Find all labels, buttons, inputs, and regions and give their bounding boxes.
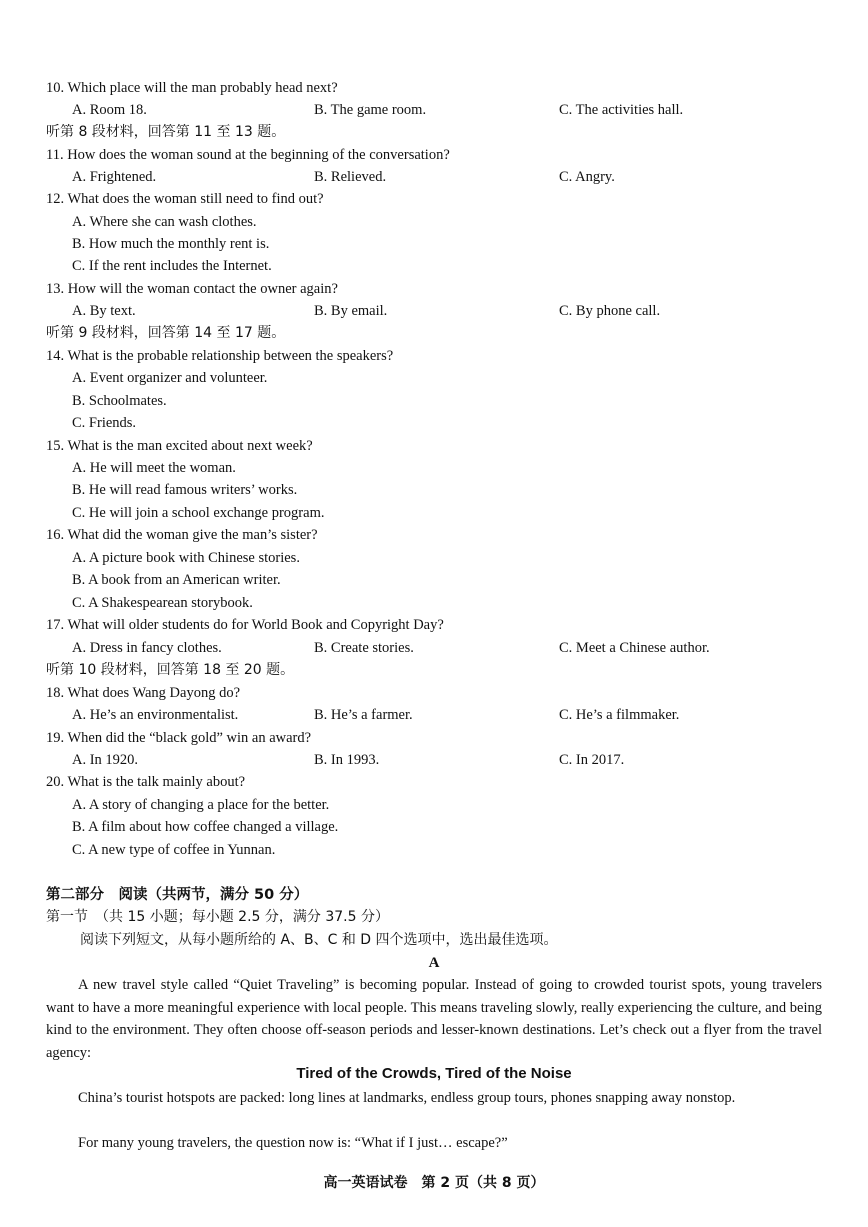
question-11-stem: 11. How does the woman sound at the beginning of the conversation? bbox=[46, 147, 450, 163]
page-footer: 高一英语试卷 第 2 页（共 8 页） bbox=[323, 1175, 545, 1191]
question-19-option-c: C. In 2017. bbox=[559, 752, 625, 768]
question-18-option-c: C. He’s a filmmaker. bbox=[559, 707, 680, 723]
question-10-option-c: C. The activities hall. bbox=[559, 102, 684, 118]
question-12-option-c: C. If the rent includes the Internet. bbox=[72, 258, 272, 274]
flyer-paragraph-1: China’s tourist hotspots are packed: long lines at landmarks, endless group tours, phones snapping away nonstop. bbox=[78, 1090, 736, 1106]
flyer-title: Tired of the Crowds, Tired of the Noise bbox=[296, 1065, 572, 1082]
question-14-option-a: A. Event organizer and volunteer. bbox=[72, 370, 268, 386]
question-15-stem: 15. What is the man excited about next week? bbox=[46, 438, 313, 454]
section-one-title: 第一节 （共 15 小题；每小题 2.5 分，满分 37.5 分） bbox=[46, 909, 389, 925]
question-11-option-b: B. Relieved. bbox=[314, 169, 387, 185]
question-12-option-a: A. Where she can wash clothes. bbox=[72, 214, 257, 230]
question-20-stem: 20. What is the talk mainly about? bbox=[46, 774, 246, 790]
question-17-stem: 17. What will older students do for World Book and Copyright Day? bbox=[46, 617, 444, 633]
part-two-title: 第二部分 阅读（共两节，满分 50 分） bbox=[46, 887, 309, 903]
question-13-option-a: A. By text. bbox=[72, 303, 136, 319]
question-20-option-c: C. A new type of coffee in Yunnan. bbox=[72, 842, 276, 858]
question-13-option-b: B. By email. bbox=[314, 303, 388, 319]
question-11-option-a: A. Frightened. bbox=[72, 169, 157, 185]
question-16-option-a: A. A picture book with Chinese stories. bbox=[72, 550, 300, 566]
flyer-paragraph-2: For many young travelers, the question now is: “What if I just… escape?” bbox=[78, 1135, 508, 1151]
question-18-option-a: A. He’s an environmentalist. bbox=[72, 707, 239, 723]
question-13-option-c: C. By phone call. bbox=[559, 303, 661, 319]
question-10-stem: 10. Which place will the man probably head next? bbox=[46, 80, 338, 96]
question-15-option-c: C. He will join a school exchange program. bbox=[72, 505, 325, 521]
question-16-option-c: C. A Shakespearean storybook. bbox=[72, 595, 253, 611]
passage-intro: A new travel style called “Quiet Traveling” is becoming popular. Instead of going to crowded tourist spots, young travelers want to have a more meaningful experience with local people. This means traveling slowly, really experiencing the culture, and being kind to the environment. They often choose off-season periods and lesser-known destinations. Let’s check out a flyer from the travel agency: bbox=[46, 977, 822, 1061]
passage-label: A bbox=[428, 955, 440, 971]
question-19-stem: 19. When did the “black gold” win an award? bbox=[46, 730, 312, 746]
section-8-instruction: 听第 8 段材料，回答第 11 至 13 题。 bbox=[46, 124, 286, 140]
question-16-stem: 16. What did the woman give the man’s sister? bbox=[46, 527, 318, 543]
question-17-option-a: A. Dress in fancy clothes. bbox=[72, 640, 222, 656]
question-10-option-b: B. The game room. bbox=[314, 102, 427, 118]
section-10-instruction: 听第 10 段材料，回答第 18 至 20 题。 bbox=[46, 662, 295, 678]
question-17-option-c: C. Meet a Chinese author. bbox=[559, 640, 710, 656]
question-19-option-b: B. In 1993. bbox=[314, 752, 380, 768]
question-17-option-b: B. Create stories. bbox=[314, 640, 414, 656]
reading-instruction: 阅读下列短文，从每小题所给的 A、B、C 和 D 四个选项中，选出最佳选项。 bbox=[80, 932, 558, 948]
question-10-option-a: A. Room 18. bbox=[72, 102, 147, 118]
question-18-stem: 18. What does Wang Dayong do? bbox=[46, 685, 241, 701]
question-12-option-b: B. How much the monthly rent is. bbox=[72, 236, 270, 252]
question-15-option-b: B. He will read famous writers’ works. bbox=[72, 482, 298, 498]
question-16-option-b: B. A book from an American writer. bbox=[72, 572, 281, 588]
question-20-option-a: A. A story of changing a place for the better. bbox=[72, 797, 330, 813]
question-14-stem: 14. What is the probable relationship between the speakers? bbox=[46, 348, 394, 364]
question-20-option-b: B. A film about how coffee changed a village. bbox=[72, 819, 339, 835]
question-14-option-b: B. Schoolmates. bbox=[72, 393, 167, 409]
section-9-instruction: 听第 9 段材料，回答第 14 至 17 题。 bbox=[46, 325, 286, 341]
question-11-option-c: C. Angry. bbox=[559, 169, 615, 185]
question-14-option-c: C. Friends. bbox=[72, 415, 137, 431]
question-18-option-b: B. He’s a farmer. bbox=[314, 707, 413, 723]
question-12-stem: 12. What does the woman still need to find out? bbox=[46, 191, 324, 207]
question-19-option-a: A. In 1920. bbox=[72, 752, 139, 768]
question-13-stem: 13. How will the woman contact the owner again? bbox=[46, 281, 338, 297]
question-15-option-a: A. He will meet the woman. bbox=[72, 460, 236, 476]
